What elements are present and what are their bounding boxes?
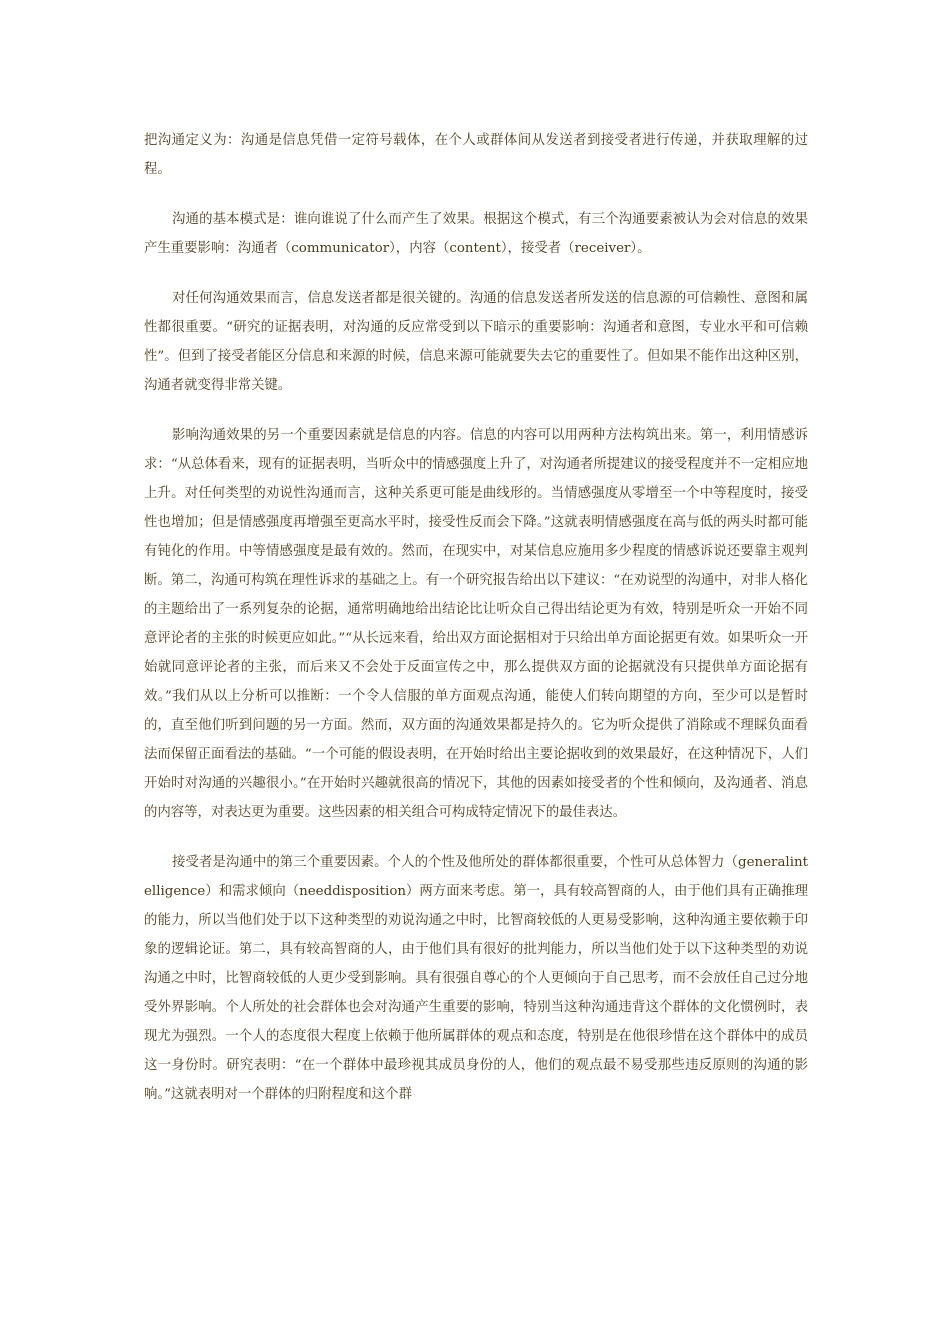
paragraph-content: 影响沟通效果的另一个重要因素就是信息的内容。信息的内容可以用两种方法构筑出来。第一，利用情感诉求：“从总体看来，现有的证据表明，当听众中的情感强度上升了，对沟通者所提建议的接受程度并不一定相应地上升。对任何类型的劝说性沟通而言，这种关系更可能是曲线形的。当情感强度从零增至一个中等程度时，接受性也增加；但是情感强度再增强至更高水平时，接受性反而会下降。”这就表明情感强度在高与低的两头时都可能有钝化的作用。中等情感强度是最有效的。然而，在现实中，对某信息应施用多少程度的情感诉说还要靠主观判断。第二，沟通可构筑在理性诉求的基础之上。有一个研究报告给出以下建议：“在劝说型的沟通中，对非人格化的主题给出了一系列复杂的论据，通常明确地给出结论比让听众自己得出结论更为有效，特别是听众一开始不同意评论者的主张的时候更应如此。”“从长远来看，给出双方面论据相对于只给出单方面论据更有效。如果听众一开始就同意评论者的主张，而后来又不会处于反面宣传之中，那么提供双方面的论据就没有只提供单方面论据有效。”我们从以上分析可以推断：一个令人信服的单方面观点沟通，能使人们转向期望的方向，至少可以是暂时的，直至他们听到问题的另一方面。然而，双方面的沟通效果都是持久的。它为听众提供了消除或不理睬负面看法而保留正面看法的基础。“一个可能的假设表明，在开始时给出主要论据收到的效果最好，在这种情况下，人们开始时对沟通的兴趣很小。”在开始时兴趣就很高的情况下，其他的因素如接受者的个性和倾向，及沟通者、消息的内容等，对表达更为重要。这些因素的相关组合可构成特定情况下的最佳表达。 (144, 428, 808, 820)
paragraph-receiver: 接受者是沟通中的第三个重要因素。个人的个性及他所处的群体都很重要，个性可从总体智力（generalintelligence）和需求倾向（needdisposition）两方面来考虑。第一，具有较高智商的人，由于他们具有正确推理的能力，所以当他们处于以下这种类型的劝说沟通之中时，比智商较低的人更易受影响，这种沟通主要依赖于印象的逻辑论证。第二，具有较高智商的人，由于他们具有很好的批判能力，所以当他们处于以下这种类型的劝说沟通之中时，比智商较低的人更少受到影响。具有很强自尊心的个人更倾向于自己思考，而不会放任自己过分地受外界影响。个人所处的社会群体也会对沟通产生重要的影响，特别当这种沟通违背这个群体的文化惯例时，表现尤为强烈。一个人的态度很大程度上依赖于他所属群体的观点和态度，特别是在他很珍惜在这个群体中的成员这一身份时。研究表明：“在一个群体中最珍视其成员身份的人，他们的观点最不易受那些违反原则的沟通的影响。”这就表明对一个群体的归附程度和这个群 (144, 855, 808, 1102)
document-body (144, 126, 808, 1109)
paragraph-communicator: 对任何沟通效果而言，信息发送者都是很关键的。沟通的信息发送者所发送的信息源的可信赖性、意图和属性都很重要。“研究的证据表明，对沟通的反应常受到以下暗示的重要影响：沟通者和意图，专业水平和可信赖性”。但到了接受者能区分信息和来源的时候，信息来源可能就要失去它的重要性了。但如果不能作出这种区别，沟通者就变得非常关键。 (144, 291, 808, 393)
paragraph-basic-model: 沟通的基本模式是：谁向谁说了什么而产生了效果。根据这个模式，有三个沟通要素被认为会对信息的效果产生重要影响：沟通者（communicator），内容（content），接受者（receiver）。 (144, 212, 808, 256)
paragraph-definition: 把沟通定义为：沟通是信息凭借一定符号载体，在个人或群体间从发送者到接受者进行传递，并获取理解的过程。 (144, 133, 808, 177)
